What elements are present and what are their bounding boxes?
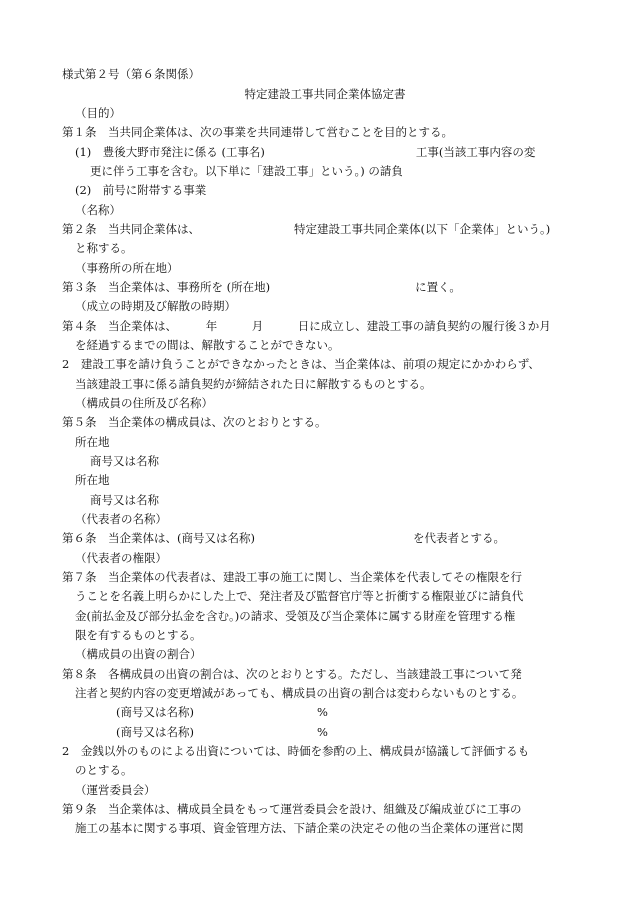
article-9-text-2: 施工の基本に関する事項、資金管理方法、下請企業の決定その他の当企業体の運営に関 [75, 821, 524, 835]
article-9-heading: （運営委員会） [75, 783, 156, 797]
member-1-name-label: 商号又は名称 [90, 454, 159, 468]
article-5-text: 第５条 当企業体の構成員は、次のとおりとする。 [62, 415, 327, 429]
article-2-text-cont: と称する。 [75, 241, 133, 255]
article-1-text: 第１条 当共同企業体は、次の事業を共同連帯して営むことを目的とする。 [62, 125, 453, 139]
article-4-text-3: 2 建設工事を請け負うことができなかったときは、当企業体は、前項の規定にかかわらず、 [62, 357, 540, 371]
article-1-heading: （目的） [75, 106, 121, 120]
article-5-heading: （構成員の住所及び名称） [75, 396, 213, 410]
article-3-heading: （事務所の所在地） [75, 261, 179, 275]
article-4-heading: （成立の時期及び解散の時期） [75, 299, 236, 313]
article-4-text-2: を経過するまでの間は、解散することができない。 [75, 338, 340, 352]
member-2-share-percent: % [317, 725, 328, 739]
member-1-share-name: (商号又は名称) [116, 705, 194, 719]
member-1-address-label: 所在地 [75, 435, 110, 449]
article-1-item-1-end: 工事(当該工事内容の変 [415, 145, 536, 159]
article-6-heading: （代表者の名称） [75, 512, 167, 526]
article-6-text-start: 第６条 当企業体は、(商号又は名称) [62, 531, 255, 545]
article-1-item-1 [75, 143, 594, 162]
article-6-text-end: を代表者とする。 [412, 531, 505, 545]
member-1-share-percent: % [317, 705, 328, 719]
form-number: 様式第２号（第６条関係） [62, 67, 200, 81]
article-2-heading: （名称） [75, 203, 121, 217]
article-1-item-1-start: (1) 豊後大野市発注に係る (工事名) [75, 145, 265, 159]
article-2-text-end: 特定建設工事共同企業体(以下「企業体」という。) [294, 222, 551, 236]
article-4-text-1: 第４条 当企業体は、 年 月 日に成立し、建設工事の請負契約の履行後３か月 [62, 319, 551, 333]
article-8-text-1: 第８条 各構成員の出資の割合は、次のとおりとする。ただし、当該建設工事について発 [62, 667, 522, 681]
article-8-text-4: のとする。 [75, 763, 133, 777]
article-7-text-1: 第７条 当企業体の代表者は、建設工事の施工に関し、当企業体を代表してその権限を行 [62, 570, 522, 584]
article-7-text-4: 限を有するものとする。 [75, 628, 202, 642]
article-3-text [62, 278, 594, 297]
article-2-text-start: 第２条 当共同企業体は、 [62, 222, 200, 236]
article-7-text-2: うことを名義上明らかにした上で、発注者及び監督官庁等と折衝する権限並びに請負代 [75, 589, 524, 603]
article-7-heading: （代表者の権限） [75, 551, 167, 565]
member-2-share-name: (商号又は名称) [116, 725, 194, 739]
member-2-name-label: 商号又は名称 [90, 493, 159, 507]
document-title: 特定建設工事共同企業体協定書 [244, 87, 406, 101]
article-2-text [62, 220, 594, 239]
article-3-text-end: に置く。 [415, 280, 461, 294]
article-1-item-2: (2) 前号に附帯する事業 [75, 183, 207, 197]
article-7-text-3: 金(前払金及び部分払金を含む。)の請求、受領及び当企業体に属する財産を管理する権 [75, 609, 516, 623]
member-2-address-label: 所在地 [75, 473, 110, 487]
article-4-text-4: 当該建設工事に係る請負契約が締結された日に解散するものとする。 [75, 377, 432, 391]
article-8-text-3: 2 金銭以外のものによる出資については、時価を参酌の上、構成員が協議して評価するも [62, 744, 530, 758]
article-3-text-start: 第３条 当企業体は、事務所を (所在地) [62, 280, 271, 294]
article-6-text [62, 529, 594, 548]
article-8-text-2: 注者と契約内容の変更増減があっても、構成員の出資の割合は変わらないものとする。 [75, 686, 524, 700]
article-1-item-1-cont: 更に伴う工事を含む。以下単に「建設工事」という。) の請負 [90, 164, 403, 178]
article-9-text-1: 第９条 当企業体は、構成員全員をもって運営委員会を設け、組織及び編成並びに工事の [62, 802, 522, 816]
article-8-heading: （構成員の出資の割合） [75, 647, 202, 661]
